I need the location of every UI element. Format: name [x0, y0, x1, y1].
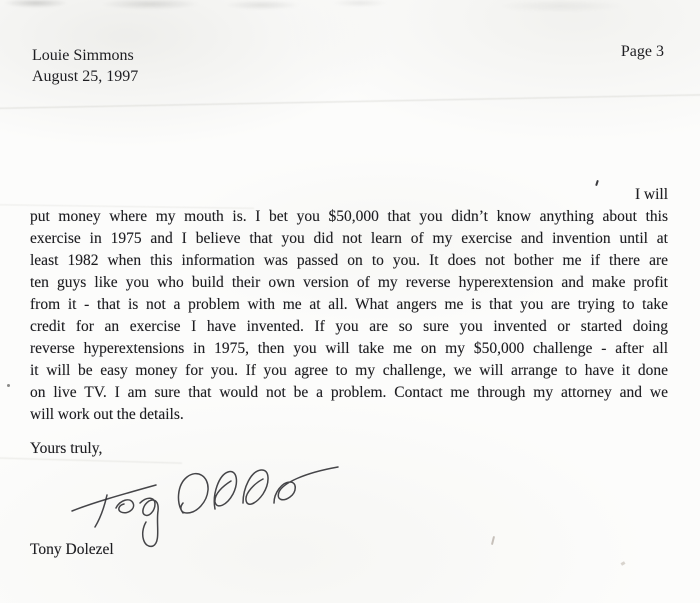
body-line: from it - that is not a problem with me at all. What angers me is that you are trying to take	[30, 296, 668, 313]
scan-speck	[491, 536, 495, 545]
body-line: ten guys like you who build their own version of my reverse hyperextension and make profit	[30, 274, 668, 291]
valediction: Yours truly,	[30, 440, 103, 457]
body-line: it will be easy money for you. If you agree to my challenge, we will arrange to have it done	[30, 362, 668, 379]
body-line: on live TV. I am sure that would not be a problem. Contact me through my attorney and we	[30, 384, 668, 401]
sender-name: Louie Simmons	[32, 47, 134, 64]
typed-signature-name: Tony Dolezel	[30, 541, 114, 558]
body-line: I will	[635, 186, 668, 203]
body-line: will work out the details.	[30, 406, 184, 423]
body-line: put money where my mouth is. I bet you $50,000 that you didn’t know anything about this	[30, 208, 668, 225]
paper-crease	[0, 94, 700, 109]
page-number: Page 3	[620, 43, 664, 60]
body-line: least 1982 when this information was passed on to you. It does not bother me if there are	[30, 252, 668, 269]
body-line: reverse hyperextensions in 1975, then you will take me on my $50,000 challenge - after all	[30, 340, 668, 357]
letter-date: August 25, 1997	[32, 68, 139, 85]
scan-speck	[7, 384, 10, 387]
letter-header	[32, 45, 138, 87]
scan-speck	[621, 561, 626, 566]
body-line: credit for an exercise I have invented. If you are so sure you invented or started doing	[30, 318, 668, 335]
body-line: exercise in 1975 and I believe that you did not learn of my exercise and invention until at	[30, 230, 668, 247]
handwritten-signature	[64, 450, 348, 552]
letter-body	[30, 184, 668, 426]
scan-smudge-band	[0, 0, 700, 16]
